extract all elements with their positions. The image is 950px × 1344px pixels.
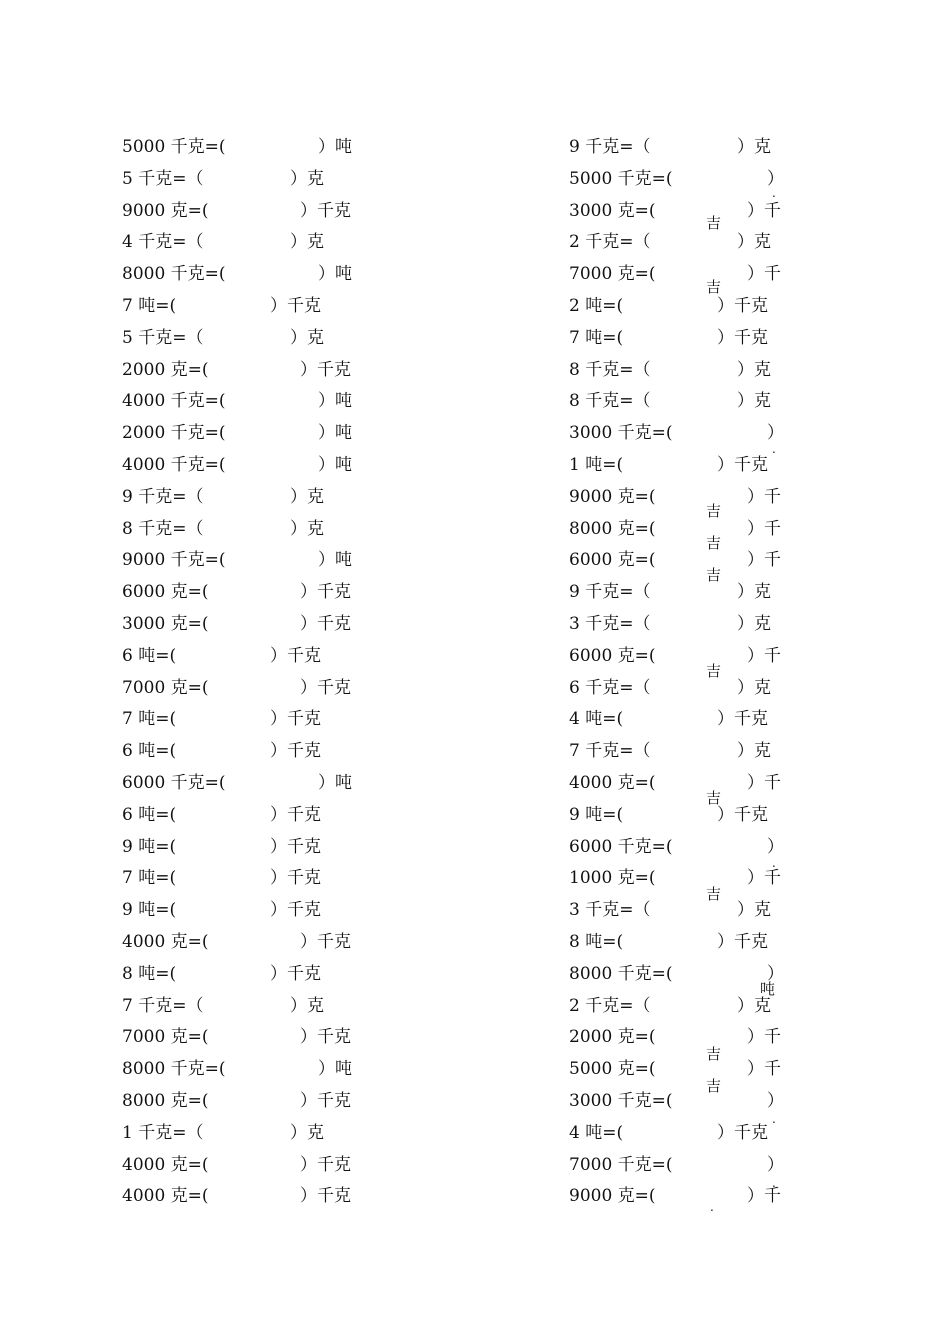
clipped-glyph-fragment: 吨 (760, 980, 775, 998)
exercise-row (569, 454, 849, 486)
exercise-row (122, 772, 422, 804)
exercise-row (122, 359, 422, 391)
exercise-row (122, 1185, 422, 1217)
exercise-unit: ）克 (737, 613, 771, 634)
exercise-question: 2000 克=( (569, 1027, 656, 1048)
exercise-question: 7 千克=（ (122, 995, 204, 1016)
exercise-question: 7 吨=( (569, 327, 624, 348)
exercise-unit: ）吨 (318, 264, 352, 285)
exercise-question: 8000 克=( (569, 518, 656, 539)
exercise-question: 5000 千克=( (569, 168, 673, 189)
exercise-question: 3000 千克=( (569, 423, 673, 444)
exercise-row (122, 1026, 422, 1058)
stray-dot: . (772, 1176, 776, 1190)
exercise-unit: ）克 (737, 900, 771, 921)
exercise-unit: ）千克 (270, 868, 321, 889)
exercise-unit: ）千克 (717, 454, 768, 475)
exercise-question: 8000 千克=( (122, 264, 226, 285)
exercise-question: 7 吨=( (122, 868, 177, 889)
exercise-unit: ）克 (290, 486, 324, 507)
exercise-row (122, 1122, 422, 1154)
exercise-unit: ）千 (747, 486, 781, 507)
exercise-unit: ）千 (747, 264, 781, 285)
exercise-unit: ）千克 (300, 1090, 351, 1111)
exercise-row (122, 136, 422, 168)
exercise-question: 5 千克=（ (122, 168, 204, 189)
exercise-question: 9 千克=（ (569, 137, 651, 157)
exercise-row (122, 995, 422, 1027)
exercise-unit: ）克 (290, 232, 324, 253)
exercise-unit: ）克 (737, 391, 771, 412)
exercise-unit: ）吨 (318, 137, 352, 157)
exercise-unit: ） (767, 423, 784, 444)
exercise-row (122, 295, 422, 327)
exercise-question: 9000 千克=( (122, 550, 226, 571)
exercise-question: 4 千克=（ (122, 232, 204, 253)
exercise-question: 4 吨=( (569, 1122, 624, 1143)
exercise-row (569, 708, 849, 740)
exercise-question: 9000 克=( (122, 200, 209, 221)
exercise-question: 3 千克=（ (569, 900, 651, 921)
exercise-unit: ）千 (747, 200, 781, 221)
exercise-question: 8 吨=( (569, 931, 624, 952)
exercise-question: 3000 克=( (569, 200, 656, 221)
exercise-question: 7000 克=( (122, 677, 209, 698)
exercise-question: 7000 千克=( (569, 1154, 673, 1175)
exercise-row (569, 1122, 849, 1154)
exercise-row (569, 677, 849, 709)
exercise-question: 4000 克=( (122, 931, 209, 952)
exercise-question: 7000 克=( (569, 264, 656, 285)
exercise-question: 6000 克=( (569, 645, 656, 666)
exercise-question: 8000 千克=( (569, 963, 673, 984)
exercise-unit: ）吨 (318, 391, 352, 412)
exercise-row (122, 836, 422, 868)
exercise-row (569, 931, 849, 963)
clipped-glyph-fragment: 吉 (706, 534, 721, 552)
exercise-unit: ）克 (290, 168, 324, 189)
exercise-unit: ）吨 (318, 1059, 352, 1080)
exercise-unit: ）千克 (300, 200, 351, 221)
exercise-question: 3000 千克=( (569, 1090, 673, 1111)
exercise-unit: ）吨 (318, 454, 352, 475)
exercise-row (122, 200, 422, 232)
exercise-unit: ）千克 (270, 295, 321, 316)
exercise-question: 6000 千克=( (122, 772, 226, 793)
exercise-row (569, 836, 849, 868)
clipped-glyph-fragment: 吉 (706, 789, 721, 807)
exercise-row (122, 804, 422, 836)
exercise-unit: ）千 (747, 772, 781, 793)
exercise-question: 2 千克=（ (569, 232, 651, 253)
exercise-row (569, 995, 849, 1027)
exercise-unit: ）千克 (270, 836, 321, 857)
exercise-unit: ）克 (737, 137, 771, 157)
exercise-row (122, 327, 422, 359)
exercise-row (569, 740, 849, 772)
exercise-question: 9 吨=( (569, 804, 624, 825)
exercise-row (122, 645, 422, 677)
exercise-row (569, 422, 849, 454)
exercise-row (569, 295, 849, 327)
exercise-question: 4000 克=( (122, 1154, 209, 1175)
exercise-row (569, 613, 849, 645)
exercise-row (122, 422, 422, 454)
exercise-unit: ）千克 (717, 709, 768, 730)
exercise-question: 8 千克=（ (569, 391, 651, 412)
exercise-question: 2000 千克=( (122, 423, 226, 444)
exercise-unit: ） (767, 168, 784, 189)
exercise-unit: ）千克 (270, 709, 321, 730)
exercise-unit: ）吨 (318, 550, 352, 571)
exercise-unit: ）千 (747, 550, 781, 571)
exercise-unit: ）克 (737, 741, 771, 762)
left-exercise-column (122, 136, 422, 1217)
clipped-glyph-fragment: 吉 (706, 214, 721, 232)
exercise-row (569, 136, 849, 168)
exercise-question: 6 吨=( (122, 741, 177, 762)
exercise-unit: ） (767, 1090, 784, 1111)
exercise-question: 5000 千克=( (122, 137, 226, 157)
exercise-question: 1 吨=( (569, 454, 624, 475)
exercise-row (569, 581, 849, 613)
exercise-row (569, 168, 849, 200)
clipped-glyph-fragment: 吉 (706, 502, 721, 520)
stray-dot: . (772, 442, 776, 456)
exercise-row (122, 740, 422, 772)
exercise-unit: ）千 (747, 1027, 781, 1048)
exercise-unit: ）千克 (270, 741, 321, 762)
exercise-unit: ）千克 (300, 1027, 351, 1048)
exercise-question: 7 吨=( (122, 709, 177, 730)
exercise-unit: ）千克 (270, 804, 321, 825)
exercise-question: 2000 克=( (122, 359, 209, 380)
exercise-row (569, 359, 849, 391)
exercise-row (122, 390, 422, 422)
exercise-unit: ）千 (747, 645, 781, 666)
exercise-row (569, 390, 849, 422)
stray-dot: . (772, 1112, 776, 1126)
exercise-row (569, 1154, 849, 1186)
exercise-unit: ）克 (737, 359, 771, 380)
exercise-unit: ）克 (737, 677, 771, 698)
exercise-question: 7 吨=( (122, 295, 177, 316)
exercise-question: 2 千克=（ (569, 995, 651, 1016)
stray-dot: . (772, 186, 776, 200)
exercise-unit: ）吨 (318, 423, 352, 444)
exercise-unit: ）千克 (300, 677, 351, 698)
exercise-question: 8 千克=（ (569, 359, 651, 380)
exercise-question: 6000 克=( (122, 582, 209, 603)
exercise-row (122, 677, 422, 709)
exercise-question: 4000 千克=( (122, 454, 226, 475)
exercise-question: 8 千克=（ (122, 518, 204, 539)
exercise-question: 6000 千克=( (569, 836, 673, 857)
stray-dot: . (772, 856, 776, 870)
exercise-question: 2 吨=( (569, 295, 624, 316)
exercise-question: 6 吨=( (122, 645, 177, 666)
exercise-unit: ）千克 (300, 582, 351, 603)
exercise-row (569, 963, 849, 995)
exercise-row (122, 931, 422, 963)
exercise-row (122, 613, 422, 645)
exercise-question: 4000 克=( (122, 1186, 209, 1207)
exercise-unit: ）千克 (270, 963, 321, 984)
stray-dot: . (710, 1200, 714, 1214)
exercise-question: 6000 克=( (569, 550, 656, 571)
exercise-question: 9000 克=( (569, 486, 656, 507)
exercise-question: 6 千克=（ (569, 677, 651, 698)
exercise-unit: ）克 (737, 582, 771, 603)
exercise-question: 5 千克=（ (122, 327, 204, 348)
exercise-unit: ）千克 (717, 931, 768, 952)
exercise-row (122, 518, 422, 550)
exercise-row (122, 1154, 422, 1186)
exercise-question: 5000 克=( (569, 1059, 656, 1080)
exercise-question: 3000 克=( (122, 613, 209, 634)
exercise-unit: ）克 (290, 995, 324, 1016)
exercise-question: 8000 克=( (122, 1090, 209, 1111)
exercise-row (122, 263, 422, 295)
exercise-unit: ）千克 (717, 804, 768, 825)
exercise-unit: ）千克 (300, 1154, 351, 1175)
exercise-question: 1000 克=( (569, 868, 656, 889)
exercise-question: 1 千克=（ (122, 1122, 204, 1143)
exercise-unit: ）千克 (270, 645, 321, 666)
exercise-row (122, 1058, 422, 1090)
exercise-row (122, 899, 422, 931)
exercise-row (569, 804, 849, 836)
exercise-unit: ）千克 (717, 1122, 768, 1143)
exercise-unit: ）千 (747, 1059, 781, 1080)
exercise-unit: ）千 (747, 868, 781, 889)
exercise-question: 7 千克=（ (569, 741, 651, 762)
exercise-unit: ）千 (747, 518, 781, 539)
exercise-unit: ）克 (737, 232, 771, 253)
exercise-unit: ） (767, 1154, 784, 1175)
exercise-unit: ）千克 (717, 295, 768, 316)
exercise-unit: ）千克 (300, 613, 351, 634)
exercise-question: 9 千克=（ (122, 486, 204, 507)
exercise-question: 9 吨=( (122, 836, 177, 857)
exercise-row (122, 168, 422, 200)
exercise-question: 4000 千克=( (122, 391, 226, 412)
exercise-question: 7000 克=( (122, 1027, 209, 1048)
exercise-row (122, 486, 422, 518)
exercise-question: 4 吨=( (569, 709, 624, 730)
exercise-unit: ）千 (747, 1186, 781, 1207)
clipped-glyph-fragment: 吉 (706, 1045, 721, 1063)
exercise-row (122, 1090, 422, 1122)
exercise-row (569, 327, 849, 359)
exercise-question: 8000 千克=( (122, 1059, 226, 1080)
exercise-row (569, 1185, 849, 1217)
exercise-unit: ）克 (737, 995, 771, 1016)
exercise-row (122, 963, 422, 995)
exercise-unit: ） (767, 963, 784, 984)
exercise-question: 8 吨=( (122, 963, 177, 984)
clipped-glyph-fragment: 吉 (706, 1077, 721, 1095)
exercise-question: 9000 克=( (569, 1186, 656, 1207)
exercise-row (122, 867, 422, 899)
exercise-row (122, 454, 422, 486)
exercise-unit: ） (767, 836, 784, 857)
exercise-row (122, 549, 422, 581)
exercise-question: 9 吨=( (122, 900, 177, 921)
clipped-glyph-fragment: 吉 (706, 278, 721, 296)
exercise-row (122, 581, 422, 613)
exercise-unit: ）千克 (300, 1186, 351, 1207)
exercise-question: 9 千克=（ (569, 582, 651, 603)
exercise-question: 4000 克=( (569, 772, 656, 793)
exercise-row (122, 231, 422, 263)
exercise-unit: ）克 (290, 518, 324, 539)
clipped-glyph-fragment: 吉 (706, 662, 721, 680)
clipped-glyph-fragment: 吉 (706, 566, 721, 584)
exercise-unit: ）千克 (300, 359, 351, 380)
exercise-question: 3 千克=（ (569, 613, 651, 634)
exercise-unit: ）克 (290, 327, 324, 348)
exercise-unit: ）千克 (300, 931, 351, 952)
exercise-row (122, 708, 422, 740)
exercise-unit: ）千克 (717, 327, 768, 348)
exercise-row (569, 231, 849, 263)
exercise-unit: ）吨 (318, 772, 352, 793)
exercise-question: 6 吨=( (122, 804, 177, 825)
exercise-unit: ）千克 (270, 900, 321, 921)
clipped-glyph-fragment: 吉 (706, 885, 721, 903)
exercise-unit: ）克 (290, 1122, 324, 1143)
